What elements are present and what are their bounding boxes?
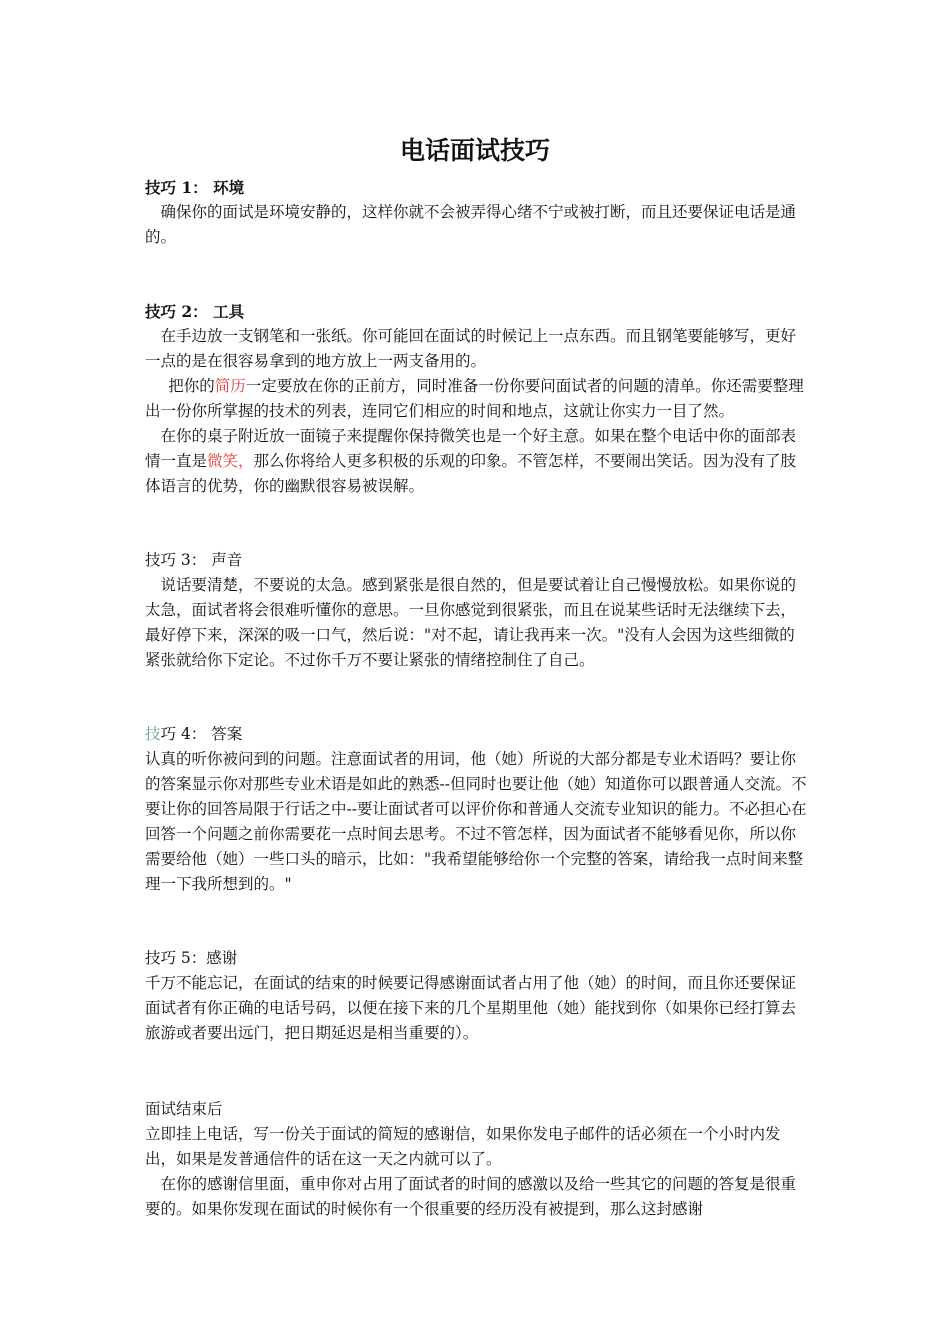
section-tip-1 <box>145 175 810 250</box>
text-run: 把你的 <box>168 377 215 395</box>
paragraph: 认真的听你被问到的问题。注意面试者的用词，他（她）所说的大部分都是专业术语吗？要让你的答案显示你对那些专业术语是如此的熟悉--但同时也要让他（她）知道你可以跟普通人交流。不要让你的回答局限于行话之中--要让面试者可以评价你和普通人交流专业知识的能力。不必担心在回答一个问题之前你需要花一点时间去思考。不过不管怎样，因为面试者不能够看见你，所以你需要给他（她）一些口头的暗示，比如："我希望能够给你一个完整的答案，请给我一点时间来整理一下我所想到的。" <box>145 750 807 893</box>
section-heading: 面试结束后 <box>145 1100 223 1118</box>
smile-link[interactable]: 微笑， <box>207 452 254 470</box>
paragraph: 千万不能忘记，在面试的结束的时候要记得感谢面试者占用了他（她）的时间，而且你还要保证面试者有你正确的电话号码，以便在接下来的几个星期里他（她）能找到你（如果你已经打算去旅游或者要出远门，把日期延迟是相当重要的）。 <box>145 974 797 1042</box>
section-heading: 技巧 2： 工具 <box>145 302 245 321</box>
section-heading: 技巧 3： 声音 <box>145 551 243 569</box>
section-tip-3 <box>145 548 810 673</box>
paragraph: 确保你的面试是环境安静的，这样你就不会被弄得心绪不宁或被打断，而且还要保证电话是通的。 <box>145 203 797 246</box>
text-run: 在你的桌子附近放一面镜子来提醒你保持微笑也是一个好主意。如果在整个电话中你的面部表情一直是 <box>145 427 797 470</box>
paragraph: 在手边放一支钢笔和一张纸。你可能回在面试的时候记上一点东西。而且钢笔要能够写，更好一点的是在很容易拿到的地方放上一两支备用的。 <box>145 327 797 370</box>
text-run: 一定要放在你的正前方，同时准备一份你要问面试者的问题的清单。你还需要整理出一份你所掌握的技术的列表，连同它们相应的时间和地点，这就让你实力一目了然。 <box>145 377 804 420</box>
text-run: 那么你将给人更多积极的乐观的印象。不管怎样，不要闹出笑话。因为没有了肢体语言的优势，你的幽默很容易被误解。 <box>145 452 797 495</box>
section-after-interview <box>145 1097 810 1222</box>
section-tip-5 <box>145 946 810 1046</box>
section-tip-4 <box>145 722 810 897</box>
section-heading: 技巧 1： 环境 <box>145 178 245 197</box>
paragraph <box>145 374 810 424</box>
page-title: 电话面试技巧 <box>399 136 550 165</box>
paragraph: 立即挂上电话，写一份关于面试的简短的感谢信，如果你发电子邮件的话必须在一个小时内发出，如果是发普通信件的话在这一天之内就可以了。 <box>145 1125 781 1168</box>
heading-first-char: 技 <box>145 725 161 743</box>
resume-link[interactable]: 简历 <box>214 377 246 395</box>
paragraph: 说话要清楚，不要说的太急。感到紧张是很自然的，但是要试着让自己慢慢放松。如果你说的太急，面试者将会很难听懂你的意思。一旦你感觉到很紧张，而且在说某些话时无法继续下去，最好停下来，深深的吸一口气，然后说："对不起，请让我再来一次。"没有人会因为这些细微的紧张就给你下定论。不过你千万不要让紧张的情绪控制住了自己。 <box>145 576 797 669</box>
heading-rest: 巧 4： 答案 <box>160 725 243 743</box>
section-heading <box>145 722 810 747</box>
section-tip-2 <box>145 299 810 499</box>
paragraph <box>145 424 810 499</box>
paragraph: 在你的感谢信里面，重申你对占用了面试者的时间的感激以及给一些其它的问题的答复是很重要的。如果你发现在面试的时候你有一个很重要的经历没有被提到，那么这封感谢 <box>145 1175 797 1218</box>
section-heading: 技巧 5：感谢 <box>145 949 238 967</box>
